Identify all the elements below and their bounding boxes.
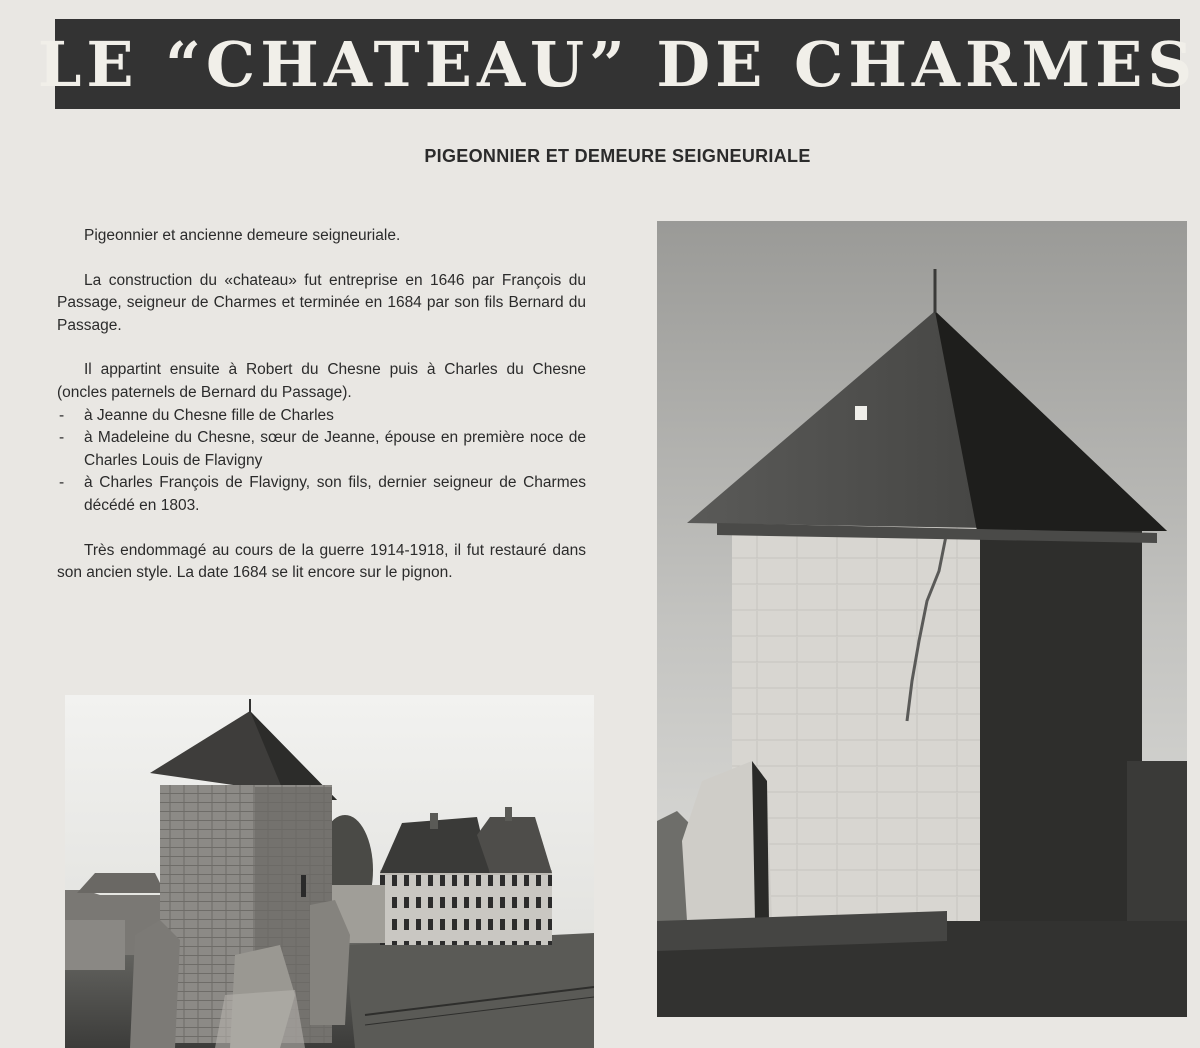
- construction-paragraph: La construction du «chateau» fut entreprise en 1646 par François du Passage, seigneur de Charmes et terminée en 1684 par son fils Bernard du Passage.: [57, 271, 586, 334]
- dash-bullet: -: [59, 406, 65, 424]
- list-item: [57, 472, 586, 517]
- page-subtitle: PIGEONNIER ET DEMEURE SEIGNEURIALE: [424, 146, 811, 166]
- dash-bullet: -: [59, 474, 65, 492]
- dovecote-and-manor-photo: [65, 695, 594, 1048]
- restoration-paragraph: Très endommagé au cours de la guerre 1914-1918, il fut restauré dans son ancien style. La date 1684 se lit encore sur le pignon.: [57, 541, 586, 582]
- list-item-text: à Jeanne du Chesne fille de Charles: [84, 406, 334, 424]
- list-item-text: à Madeleine du Chesne, sœur de Jeanne, épouse en première noce de Charles Louis de Flavigny: [84, 429, 586, 469]
- intro-paragraph: Pigeonnier et ancienne demeure seigneuriale.: [84, 227, 401, 244]
- owners-list: [57, 405, 586, 518]
- dovecote-tower-photo: [657, 221, 1187, 1017]
- list-item: [57, 427, 586, 472]
- page-title: LE “CHATEAU” DE CHARMES: [37, 27, 1198, 101]
- article-body: [57, 225, 586, 607]
- list-item-text: à Charles François de Flavigny, son fils, dernier seigneur de Charmes décédé en 1803.: [84, 474, 586, 514]
- list-item: [57, 405, 586, 428]
- title-banner: [37, 19, 1198, 109]
- owners-intro-paragraph: Il appartint ensuite à Robert du Chesne puis à Charles du Chesne (oncles paternels de Bernard du Passage).: [57, 361, 586, 401]
- dash-bullet: -: [59, 429, 65, 447]
